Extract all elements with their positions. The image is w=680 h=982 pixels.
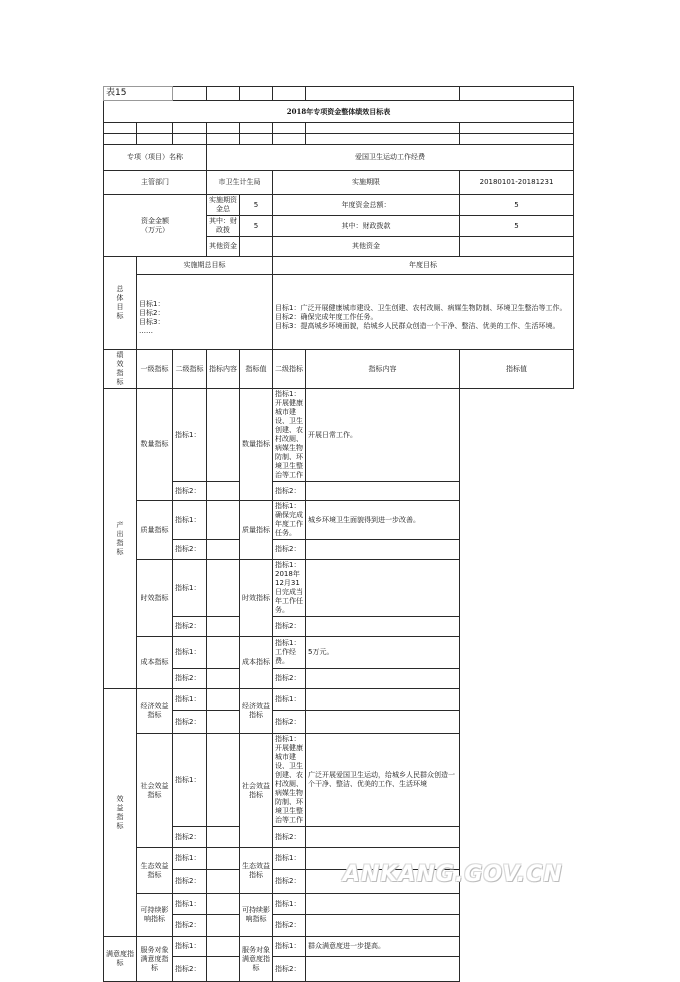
year-indicator-value [306,827,460,848]
funds-period-total-label: 实施期资金总 [207,195,240,216]
level2-indicator-name: 经济效益指标 [137,689,173,734]
year-level2-indicator-name: 可持续影响指标 [240,894,273,937]
funds-year-other-value [460,237,574,257]
funds-year-fiscal-value: 5 [460,216,574,237]
funds-period-total-value: 5 [240,195,273,216]
period-indicator-value [207,389,240,482]
funds-year-fiscal-label: 其中：财政拨款 [273,216,460,237]
period-goal-header: 实施期总目标 [137,257,273,275]
period-indicator-item: 指标2： [173,827,207,848]
year-indicator-content: 指标2： [273,870,306,894]
period-indicator-value [207,894,240,915]
period-indicator-item: 指标2： [173,669,207,689]
level2-indicator-name: 数量指标 [137,389,173,501]
year-level2-indicator-name: 时效指标 [240,560,273,637]
header-year-level2: 二级指标 [273,350,306,389]
indicator-row [104,540,574,560]
output-indicator-label: 产 出 指 标 [104,389,137,689]
year-indicator-content: 指标2： [273,540,306,560]
year-indicator-content: 指标1： [273,689,306,711]
funds-period-other-value [240,237,273,257]
sheet-table [103,86,574,982]
year-indicator-content: 指标1：确保完成年度工作任务。 [273,501,306,540]
period-goals-text: 目标1： 目标2： 目标3： …… [137,275,273,350]
period-indicator-item: 指标1： [173,389,207,482]
year-level2-indicator-name: 社会效益指标 [240,734,273,848]
year-indicator-content: 指标1： [273,937,306,957]
sheet-label: 表15 [104,87,173,101]
level2-indicator-name: 时效指标 [137,560,173,637]
year-indicator-content: 指标1： [273,848,306,870]
indicator-row [104,389,574,482]
year-indicator-value [306,482,460,501]
site-watermark: ANKANG.GOV.CN [343,862,563,887]
period-indicator-value [207,482,240,501]
indicator-row [104,617,574,637]
period-indicator-item: 指标1： [173,937,207,957]
sheet-title: 2018年专项资金整体绩效目标表 [104,101,574,123]
year-indicator-value [306,957,460,982]
year-level2-indicator-name: 生态效益指标 [240,848,273,894]
year-indicator-value [306,669,460,689]
header-level1: 一级指标 [137,350,173,389]
performance-indicator-label: 绩 效 指 标 [104,350,137,389]
year-indicator-value: 广泛开展爱国卫生运动，给城乡人民群众创造一个干净、整洁、优美的工作、生活环境 [306,734,460,827]
indicator-row [104,637,574,669]
header-period-value: 指标值 [240,350,273,389]
period-indicator-item: 指标1： [173,689,207,711]
indicator-row [104,734,574,827]
period-indicator-item: 指标2： [173,540,207,560]
period-indicator-item: 指标2： [173,957,207,982]
funds-year-total-label: 年度资金总额： [273,195,460,216]
year-level2-indicator-name: 服务对象满意度指标 [240,937,273,982]
satisfaction-indicator-label: 满意度指标 [104,937,137,982]
year-indicator-value [306,689,460,711]
year-indicator-value [306,711,460,734]
benefit-indicator-label: 效 益 指 标 [104,689,137,937]
year-indicator-value [306,540,460,560]
header-year-content: 指标内容 [306,350,460,389]
year-indicator-content: 指标2： [273,711,306,734]
period-indicator-item: 指标1： [173,894,207,915]
year-indicator-value [306,915,460,937]
period-indicator-value [207,617,240,637]
period-indicator-value [207,915,240,937]
dept-value: 市卫生计生局 [207,171,273,195]
period-indicator-item: 指标1： [173,560,207,617]
level2-indicator-name: 生态效益指标 [137,848,173,894]
header-period-content: 指标内容 [207,350,240,389]
period-indicator-item: 指标2： [173,482,207,501]
period-indicator-value [207,734,240,827]
year-indicator-content: 指标2： [273,669,306,689]
level2-indicator-name: 社会效益指标 [137,734,173,848]
year-indicator-content: 指标2： [273,827,306,848]
period-indicator-value [207,669,240,689]
year-indicator-value [306,560,460,617]
period-indicator-value [207,501,240,540]
funds-year-total-value: 5 [460,195,574,216]
header-level2: 二级指标 [173,350,207,389]
period-indicator-item: 指标1： [173,501,207,540]
indicator-row [104,827,574,848]
indicator-row [104,894,574,915]
funds-period-other-label: 其他资金 [207,237,240,257]
funds-period-fiscal-label: 其中：财政拨 [207,216,240,237]
header-year-value: 指标值 [460,350,574,389]
period-value: 20180101-20181231 [460,171,574,195]
period-indicator-item: 指标1： [173,848,207,870]
indicator-row [104,669,574,689]
indicator-row [104,915,574,937]
year-indicator-value: 开展日常工作。 [306,389,460,482]
year-indicator-value: 5万元。 [306,637,460,669]
year-indicator-value: 群众满意度进一步提高。 [306,937,460,957]
indicator-row [104,711,574,734]
year-goals-text: 目标1：广泛开展健康城市建设、卫生创建、农村改厕、病媒生物防制、环境卫生整治等工作。 目标2：确保完成年度工作任务。 目标3：提高城乡环境面貌，给城乡人民群众创造一个干净、整洁、优美的工作、生活环境。 [273,275,574,350]
year-indicator-content: 指标2： [273,617,306,637]
year-indicator-content: 指标1：工作经费。 [273,637,306,669]
period-indicator-item: 指标2： [173,617,207,637]
level2-indicator-name: 可持续影响指标 [137,894,173,937]
period-indicator-value [207,637,240,669]
period-indicator-value [207,540,240,560]
project-name-label: 专项（项目）名称 [104,145,207,171]
year-level2-indicator-name: 成本指标 [240,637,273,689]
indicator-row [104,689,574,711]
year-indicator-value: 城乡环境卫生面貌得到进一步改善。 [306,501,460,540]
year-indicator-content: 指标2： [273,915,306,937]
level2-indicator-name: 成本指标 [137,637,173,689]
funds-label: 资金金额 （万元） [104,195,207,257]
year-indicator-value [306,617,460,637]
period-indicator-value [207,560,240,617]
level2-indicator-name: 服务对象满意度指标 [137,937,173,982]
year-indicator-content: 指标2： [273,482,306,501]
indicator-row [104,937,574,957]
period-indicator-value [207,711,240,734]
year-indicator-content: 指标1：2018年12月31日完成当年工作任务。 [273,560,306,617]
year-level2-indicator-name: 质量指标 [240,501,273,560]
funds-period-fiscal-value: 5 [240,216,273,237]
period-indicator-value [207,937,240,957]
period-indicator-item: 指标2： [173,915,207,937]
period-indicator-item: 指标1： [173,734,207,827]
overall-goal-label: 总 体 目 标 [104,257,137,350]
period-indicator-value [207,827,240,848]
indicator-row [104,482,574,501]
project-name-value: 爱国卫生运动工作经费 [207,145,574,171]
indicator-row [104,957,574,982]
year-indicator-content: 指标1： [273,894,306,915]
year-level2-indicator-name: 经济效益指标 [240,689,273,734]
period-indicator-value [207,957,240,982]
year-indicator-value [306,894,460,915]
indicator-row [104,560,574,617]
period-indicator-value [207,848,240,870]
indicator-row [104,501,574,540]
period-indicator-value [207,689,240,711]
year-level2-indicator-name: 数量指标 [240,389,273,501]
year-goal-header: 年度目标 [273,257,574,275]
funds-year-other-label: 其他资金 [273,237,460,257]
period-indicator-item: 指标2： [173,711,207,734]
year-indicator-content: 指标1：开展健康城市建设、卫生创建、农村改厕、病媒生物防制、环境卫生整治等工作 [273,734,306,827]
period-indicator-item: 指标2： [173,870,207,894]
year-indicator-content: 指标1：开展健康城市建设、卫生创建、农村改厕、病媒生物防制、环境卫生整治等工作 [273,389,306,482]
year-indicator-content: 指标2： [273,957,306,982]
period-indicator-item: 指标1： [173,637,207,669]
dept-label: 主管部门 [104,171,207,195]
level2-indicator-name: 质量指标 [137,501,173,560]
period-indicator-value [207,870,240,894]
period-label: 实施期限 [273,171,460,195]
